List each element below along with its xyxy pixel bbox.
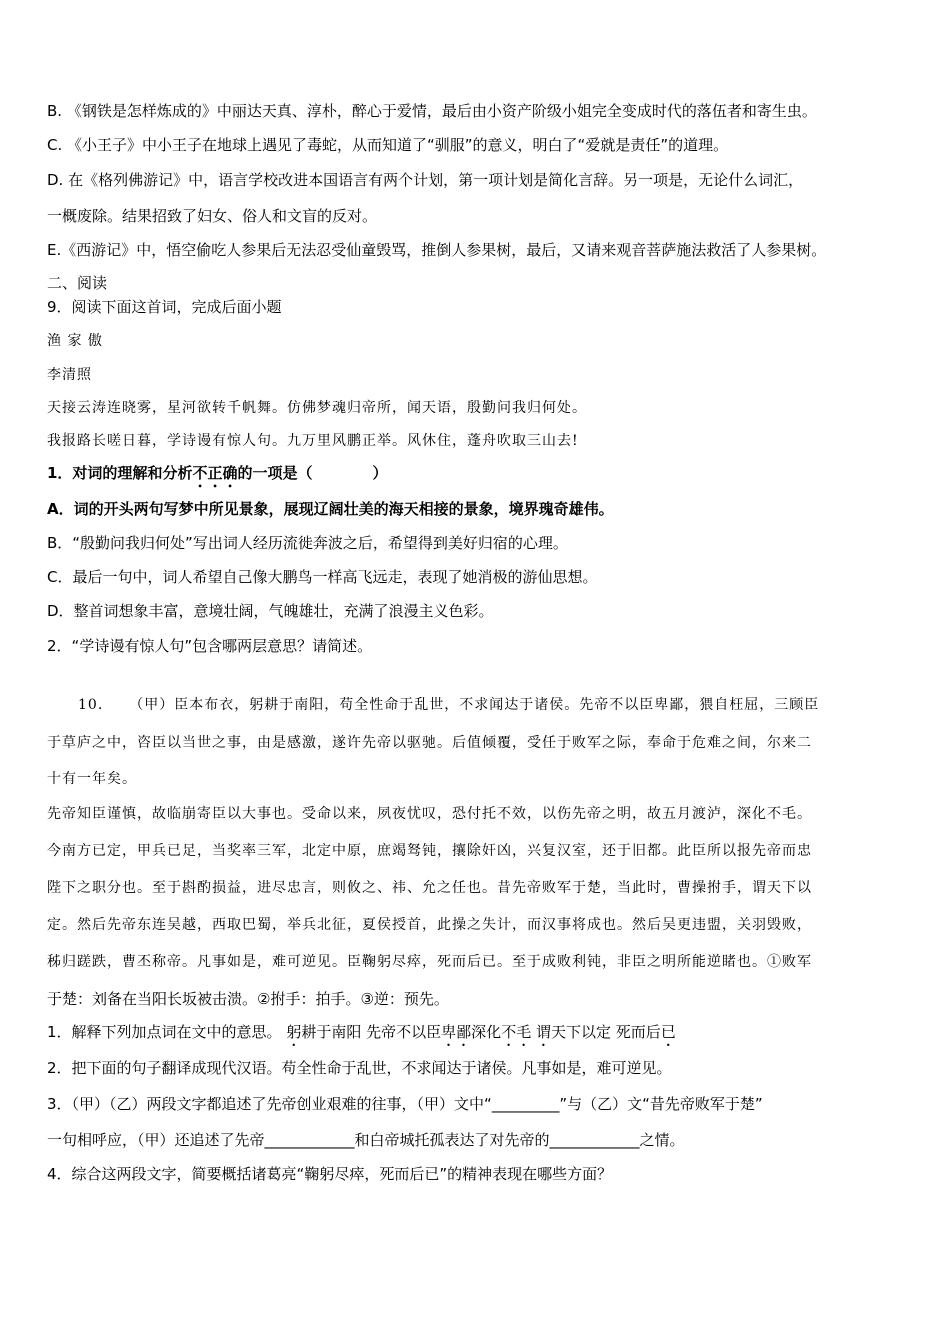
q10-sub3-line-2: 一句相呼应，（甲）还追述了先帝____________和白帝城托孤表达了对先帝的____________之情。 [47, 1131, 685, 1149]
q9-sub1 [47, 462, 387, 491]
dotted-word-1: 躬 [286, 1023, 302, 1041]
phrase-3-pre: 深化 [471, 1023, 502, 1041]
q9-option-c: C．最后一句中，词人希望自己像大鹏鸟一样高飞远走，表现了她消极的游仙思想。 [47, 568, 598, 586]
dotted-word-2: 卑鄙 [441, 1023, 472, 1041]
phrase-1-rest: 耕于南阳 [301, 1023, 362, 1041]
dotted-word-5: 已 [660, 1023, 676, 1041]
dotted-word-4: 谓 [535, 1023, 551, 1041]
q10-paragraph-2-line-2: 今南方已定，甲兵已足，当奖率三军，北定中原，庶竭驽钝，攘除奸凶，兴复汉室，还于旧都。此臣所以报先帝而忠 [47, 843, 812, 859]
q9-option-a-text: A．词的开头两句写梦中所见景象，展现辽阔壮美的海天相接的景象，境界瑰奇雄伟。 [47, 500, 614, 518]
q9-option-a [47, 498, 614, 520]
q10-paragraph-2-line-3: 陛下之职分也。至于斟酌损益，进尽忠言，则攸之、祎、允之任也。昔先帝败军于楚，当此时，曹操拊手，谓天下以 [47, 880, 812, 896]
poem-line-1: 天接云涛连晓雾，星河欲转千帆舞。仿佛梦魂归帝所，闻天语，殷勤问我归何处。 [47, 400, 587, 416]
q9-sub1-dotted: 不正确 [192, 464, 238, 482]
q9-intro: 9．阅读下面这首词，完成后面小题 [47, 298, 282, 316]
phrase-4-rest: 天下以定 [551, 1023, 612, 1041]
q10-sub2: 2．把下面的句子翻译成现代汉语。苟全性命于乱世，不求闻达于诸侯。凡事如是，难可逆见。 [47, 1059, 672, 1077]
option-d-line-1: D. 在《格列佛游记》中，语言学校改进本国语言有两个计划，第一项计划是简化言辞。另一项是，无论什么词汇， [47, 171, 804, 189]
phrase-2-pre: 先帝不以臣 [366, 1023, 442, 1041]
poem-title: 渔 家 傲 [47, 333, 103, 349]
phrase-5-pre: 死而后 [615, 1023, 661, 1041]
q9-sub1-pre: 1．对词的理解和分析 [47, 464, 193, 482]
q10-paragraph-2-line-1: 先帝知臣谨慎，故临崩寄臣以大事也。受命以来，夙夜忧叹，恐付托不效，以伤先帝之明，故五月渡泸，深化不毛。 [47, 806, 812, 822]
q9-option-b: B．“殷勤问我归何处”写出词人经历流徙奔波之后，希望得到美好归宿的心理。 [47, 534, 568, 552]
option-b-line: B. 《钢铁是怎样炼成的》中丽达天真、淳朴，醉心于爱情，最后由小资产阶级小姐完全变成时代的落伍者和寄生虫。 [47, 102, 817, 120]
dotted-word-3: 不毛 [501, 1023, 532, 1041]
q9-option-d: D．整首词想象丰富，意境壮阔，气魄雄壮，充满了浪漫主义色彩。 [47, 602, 494, 620]
option-c-line: C. 《小王子》中小王子在地球上遇见了毒蛇，从而知道了“驯服”的意义，明白了“爱就是责任”的道理。 [47, 136, 729, 154]
q10-sub1-label: 1．解释下列加点词在文中的意思。 [47, 1023, 282, 1041]
q10-paragraph-1-line-2: 于草庐之中，咨臣以当世之事，由是感激，遂许先帝以驱驰。后值倾覆，受任于败军之际，奉命于危难之间，尔来二 [47, 735, 812, 751]
q10-paragraph-1-line-3: 十有一年矣。 [47, 771, 137, 787]
q10-sub4: 4．综合这两段文字，简要概括诸葛亮“鞠躬尽瘁，死而后已”的精神表现在哪些方面？ [47, 1165, 613, 1183]
q10-paragraph-2-line-4: 定。然后先帝东连吴越，西取巴蜀，举兵北征，夏侯授首，此操之失计，而汉事将成也。然后吴更违盟，关羽毁败， [47, 917, 812, 933]
poem-author: 李清照 [47, 367, 92, 383]
q10-paragraph-2-line-5: 秭归蹉跌，曹丕称帝。凡事如是，难可逆见。臣鞠躬尽瘁，死而后已。至于成败利钝，非臣之明所能逆睹也。①败军 [47, 954, 812, 970]
q9-sub2: 2．“学诗谩有惊人句”包含哪两层意思？请简述。 [47, 637, 373, 655]
q10-number: 10. [78, 697, 104, 713]
option-d-line-2: 一概废除。结果招致了妇女、俗人和文盲的反对。 [47, 207, 378, 225]
q9-sub1-post: 的一项是（ ） [237, 464, 388, 482]
q10-p1-line1-text: （甲）臣本布衣，躬耕于南阳，苟全性命于乱世，不求闻达于诸侯。先帝不以臣卑鄙，猥自枉屈，三顾臣 [129, 697, 820, 713]
q10-sub1 [47, 1021, 676, 1050]
q10-sub3-line-1: 3．（甲）（乙）两段文字都追述了先帝创业艰难的往事，（甲）文中“_________”与（乙）文“昔先帝败军于楚” [47, 1095, 763, 1113]
poem-line-2: 我报路长嗟日暮，学诗谩有惊人句。九万里风鹏正举。风休住，蓬舟吹取三山去! [47, 433, 579, 449]
q10-paragraph-1-line-1 [78, 694, 819, 716]
q10-note: 于楚：刘备在当阳长坂被击溃。②拊手：拍手。③逆：预先。 [47, 990, 449, 1008]
option-e-line: E.《西游记》中，悟空偷吃人参果后无法忍受仙童毁骂，推倒人参果树，最后，又请来观音菩萨施法救活了人参果树。 [47, 241, 827, 259]
section-heading: 二、阅读 [47, 274, 108, 292]
